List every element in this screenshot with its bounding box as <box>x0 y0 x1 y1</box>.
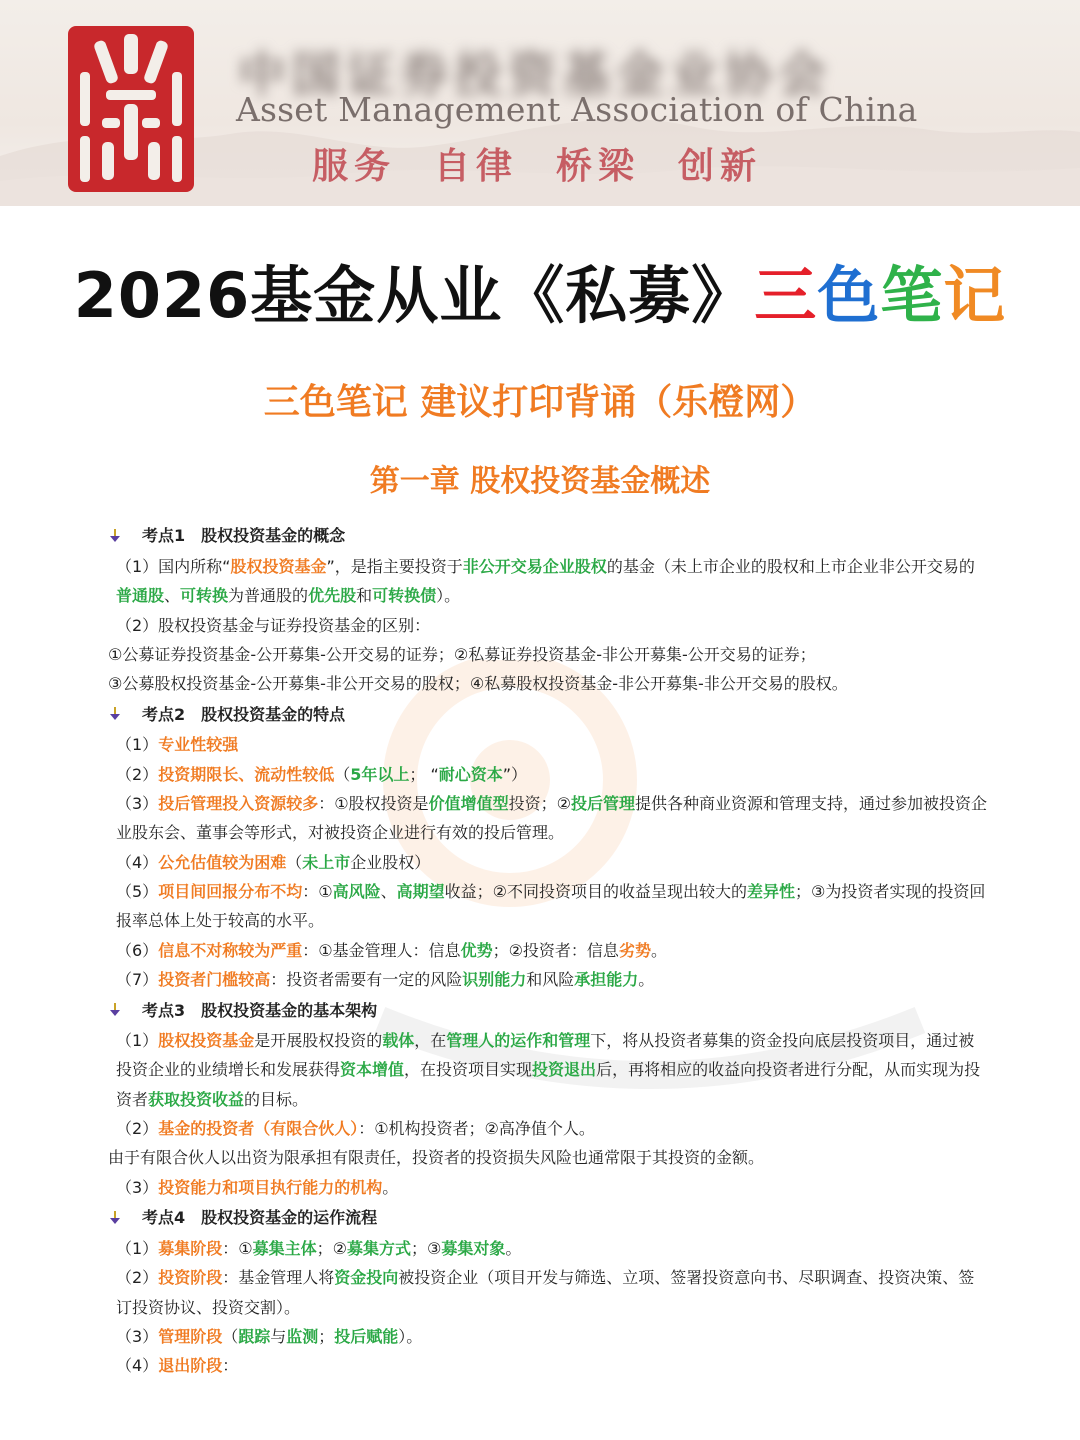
highlight-green: 优势 <box>460 940 493 960</box>
highlight-green: 差异性 <box>746 881 795 901</box>
note-paragraph <box>108 1322 988 1351</box>
text-segment: ；③为投资者实现的投资回报率总体上处于较高的水平。 <box>116 881 986 931</box>
note-paragraph <box>108 760 988 789</box>
highlight-orange: 募集阶段 <box>158 1238 223 1258</box>
key-point-heading <box>108 994 988 1026</box>
highlight-green: 跟踪 <box>238 1326 271 1346</box>
text-segment: （1） <box>116 1238 159 1258</box>
highlight-orange: 公允估值较为困难 <box>158 852 287 872</box>
highlight-green: 价值增值型 <box>428 794 509 814</box>
org-chinese-name: 中国证券投资基金业协会 <box>238 47 833 103</box>
text-segment: 收益；②不同投资项目的收益呈现出较大的 <box>444 881 747 901</box>
text-segment: ”，是指主要投资于 <box>326 557 463 576</box>
highlight-orange: 退出阶段 <box>158 1356 223 1376</box>
slogan-word: 桥梁 <box>556 145 641 187</box>
title-prefix: 2026基金从业《私募》 <box>73 259 755 332</box>
highlight-green: 募集方式 <box>346 1238 411 1258</box>
highlight-orange: 投后管理投入资源较多 <box>158 794 319 814</box>
text-segment: 投资；② <box>508 794 571 814</box>
text-segment: （1） <box>116 1031 159 1051</box>
text-segment: （4） <box>116 1356 159 1376</box>
highlight-green: 募集对象 <box>441 1238 506 1258</box>
text-segment: ”） <box>502 764 528 784</box>
text-segment: ； <box>318 1326 335 1346</box>
text-segment: ：①基金管理人：信息 <box>302 940 461 960</box>
highlight-orange: 项目间回报分布不均 <box>158 881 303 901</box>
text-segment: （3） <box>116 1326 159 1346</box>
highlight-orange: 信息不对称较为严重 <box>158 940 303 960</box>
text-segment: ；③ <box>410 1238 442 1258</box>
note-paragraph <box>108 789 988 848</box>
highlight-orange: 投资阶段 <box>158 1268 223 1288</box>
note-paragraph <box>108 1173 988 1202</box>
highlight-green: 非公开交易企业股权 <box>462 557 607 576</box>
pin-arrow-icon <box>108 1002 122 1018</box>
text-segment: 与 <box>270 1326 287 1346</box>
highlight-green: 投后赋能 <box>334 1326 399 1346</box>
notes-content <box>108 520 988 1380</box>
text-segment: （6） <box>116 940 159 960</box>
text-segment: 和 <box>356 586 373 606</box>
note-paragraph <box>108 552 988 611</box>
highlight-green: 投资退出 <box>532 1060 597 1080</box>
key-point-heading <box>108 1202 988 1234</box>
note-paragraph <box>108 965 988 994</box>
highlight-green: 载体 <box>382 1031 415 1051</box>
highlight-green: 未上市 <box>302 852 351 872</box>
text-segment: ：基金管理人将 <box>222 1268 335 1288</box>
highlight-orange: 基金的投资者（有限合伙人） <box>158 1119 359 1139</box>
key-point-title: 股权投资基金的特点 <box>201 704 346 724</box>
key-point-heading <box>108 520 988 552</box>
text-segment: （ <box>222 1326 239 1346</box>
key-point-heading <box>108 698 988 730</box>
text-segment: 为普通股的 <box>228 586 309 606</box>
text-segment: ； “ <box>409 764 439 784</box>
slogan-word: 服务 <box>312 145 397 187</box>
text-segment: 后，再将相应的收益向投资者进行分配，从而实现为投资者 <box>116 1060 981 1109</box>
amac-seal-logo-icon <box>66 24 196 194</box>
text-segment: ：① <box>302 881 333 901</box>
highlight-green: 可转换债 <box>372 586 437 606</box>
text-segment: （4） <box>116 852 159 872</box>
highlight-green: 高风险 <box>332 881 381 901</box>
key-point-title: 股权投资基金的运作流程 <box>201 1208 378 1228</box>
text-segment: （7） <box>116 969 159 989</box>
highlight-green: 耐心资本 <box>438 764 503 784</box>
text-segment: 。 <box>650 940 667 960</box>
text-segment: （1）国内所称“ <box>116 557 231 576</box>
pin-arrow-icon <box>108 706 122 722</box>
text-segment: ；② <box>316 1238 347 1258</box>
header-banner <box>0 0 1080 206</box>
org-slogan <box>312 138 800 189</box>
key-point-title: 股权投资基金的概念 <box>201 526 346 546</box>
highlight-orange: 投资者门槛较高 <box>158 969 271 989</box>
text-segment: ，在投资项目实现 <box>404 1060 533 1080</box>
title-char-orange: 记 <box>943 259 1007 332</box>
key-point-number: 考点2 <box>142 704 186 724</box>
highlight-green: 5年以上 <box>350 764 410 784</box>
note-paragraph <box>108 877 988 936</box>
text-segment: 企业股权） <box>350 852 431 872</box>
text-segment: 、 <box>164 586 181 606</box>
text-segment: （3） <box>116 1177 159 1197</box>
text-segment: ；②投资者：信息 <box>492 940 619 960</box>
highlight-green: 资本增值 <box>340 1060 405 1080</box>
note-paragraph: （2）股权投资基金与证券投资基金的区别： <box>116 615 431 635</box>
highlight-green: 优先股 <box>308 586 357 606</box>
key-point-number: 考点4 <box>142 1208 186 1228</box>
text-segment: 。 <box>505 1238 522 1258</box>
slogan-word: 自律 <box>434 145 519 187</box>
text-segment: （2） <box>116 1119 159 1139</box>
highlight-green: 资金投向 <box>334 1268 399 1288</box>
note-paragraph <box>108 1351 988 1380</box>
text-segment: 是开展股权投资的 <box>254 1031 383 1051</box>
text-segment: 。 <box>382 1177 399 1197</box>
highlight-orange: 股权投资基金 <box>230 557 327 576</box>
note-paragraph <box>108 730 988 759</box>
highlight-green: 可转换 <box>180 586 229 606</box>
text-segment: ，在 <box>414 1031 447 1051</box>
text-segment: 、 <box>380 881 397 901</box>
highlight-green: 募集主体 <box>252 1238 317 1258</box>
note-paragraph <box>108 1114 988 1143</box>
slogan-word: 创新 <box>678 145 763 187</box>
text-segment: （ <box>334 764 351 784</box>
note-paragraph: ③公募股权投资基金-公开募集-非公开交易的股权；④私募股权投资基金-非公开募集-非公开交易的股权。 <box>108 674 848 694</box>
highlight-orange: 劣势 <box>618 940 651 960</box>
text-segment: （3） <box>116 794 159 814</box>
note-paragraph: ①公募证券投资基金-公开募集-公开交易的证券；②私募证券投资基金-非公开募集-公开交易的证券； <box>108 644 816 664</box>
text-segment: ：①股权投资是 <box>318 794 429 814</box>
pin-arrow-icon <box>108 1210 122 1226</box>
text-segment: ：投资者需要有一定的风险 <box>270 969 463 989</box>
highlight-orange: 管理阶段 <box>158 1326 223 1346</box>
highlight-green: 高期望 <box>396 881 445 901</box>
title-char-red: 三 <box>754 259 818 332</box>
text-segment: 下，将从投资者募集的资金投向底层投资项目，通过被投资企业的业绩增长和发展获得 <box>116 1031 975 1080</box>
text-segment: 。 <box>638 969 655 989</box>
title-char-green: 笔 <box>880 259 944 332</box>
highlight-green: 管理人的运作和管理 <box>446 1031 591 1051</box>
pin-arrow-icon <box>108 528 122 544</box>
key-point-number: 考点3 <box>142 1000 186 1020</box>
highlight-orange: 投资能力和项目执行能力的机构 <box>158 1177 383 1197</box>
highlight-green: 获取投资收益 <box>148 1089 245 1109</box>
title-char-blue: 色 <box>817 259 881 332</box>
highlight-green: 投后管理 <box>570 794 635 814</box>
highlight-green: 识别能力 <box>462 969 527 989</box>
text-segment: 提供各种商业资源和管理支持，通过参加被投资企业股东会、董事会等形式，对被投资企业进行有效的投后管理。 <box>116 794 987 843</box>
highlight-orange: 专业性较强 <box>158 735 239 755</box>
key-point-title: 股权投资基金的基本架构 <box>201 1000 378 1020</box>
text-segment: （ <box>286 852 303 872</box>
note-paragraph <box>108 1234 988 1263</box>
text-segment: ：① <box>222 1238 253 1258</box>
text-segment: （5） <box>116 881 159 901</box>
page-title <box>0 246 1080 335</box>
text-segment: ：①机构投资者；②高净值个人。 <box>358 1119 595 1139</box>
text-segment: 的目标。 <box>244 1089 309 1109</box>
note-paragraph: 由于有限合伙人以出资为限承担有限责任，投资者的投资损失风险也通常限于其投资的金额。 <box>108 1148 765 1168</box>
highlight-green: 监测 <box>286 1326 319 1346</box>
note-paragraph <box>108 936 988 965</box>
key-point-number: 考点1 <box>142 526 186 546</box>
note-paragraph <box>108 848 988 877</box>
chapter-title: 第一章 股权投资基金概述 <box>369 464 711 499</box>
note-paragraph <box>108 1026 988 1114</box>
text-segment: （1） <box>116 735 159 755</box>
text-segment: ： <box>222 1356 239 1376</box>
org-english-name: Asset Management Association of China <box>236 90 918 129</box>
text-segment: ）。 <box>436 586 461 606</box>
note-paragraph <box>108 1263 988 1322</box>
highlight-green: 普通股 <box>116 586 165 606</box>
text-segment: 和风险 <box>526 969 575 989</box>
text-segment: （2） <box>116 764 159 784</box>
highlight-orange: 股权投资基金 <box>158 1031 255 1051</box>
text-segment: 的基金（未上市企业的股权和上市企业非公开交易的 <box>606 557 975 576</box>
highlight-green: 承担能力 <box>574 969 639 989</box>
text-segment: （2） <box>116 1268 159 1288</box>
text-segment: 被投资企业（项目开发与筛选、立项、签署投资意向书、尽职调查、投资决策、签订投资协议、投资交割）。 <box>116 1268 975 1317</box>
subtitle: 三色笔记 建议打印背诵（乐橙网） <box>263 382 817 423</box>
text-segment: ）。 <box>398 1326 423 1346</box>
highlight-orange: 投资期限长、流动性较低 <box>158 764 335 784</box>
